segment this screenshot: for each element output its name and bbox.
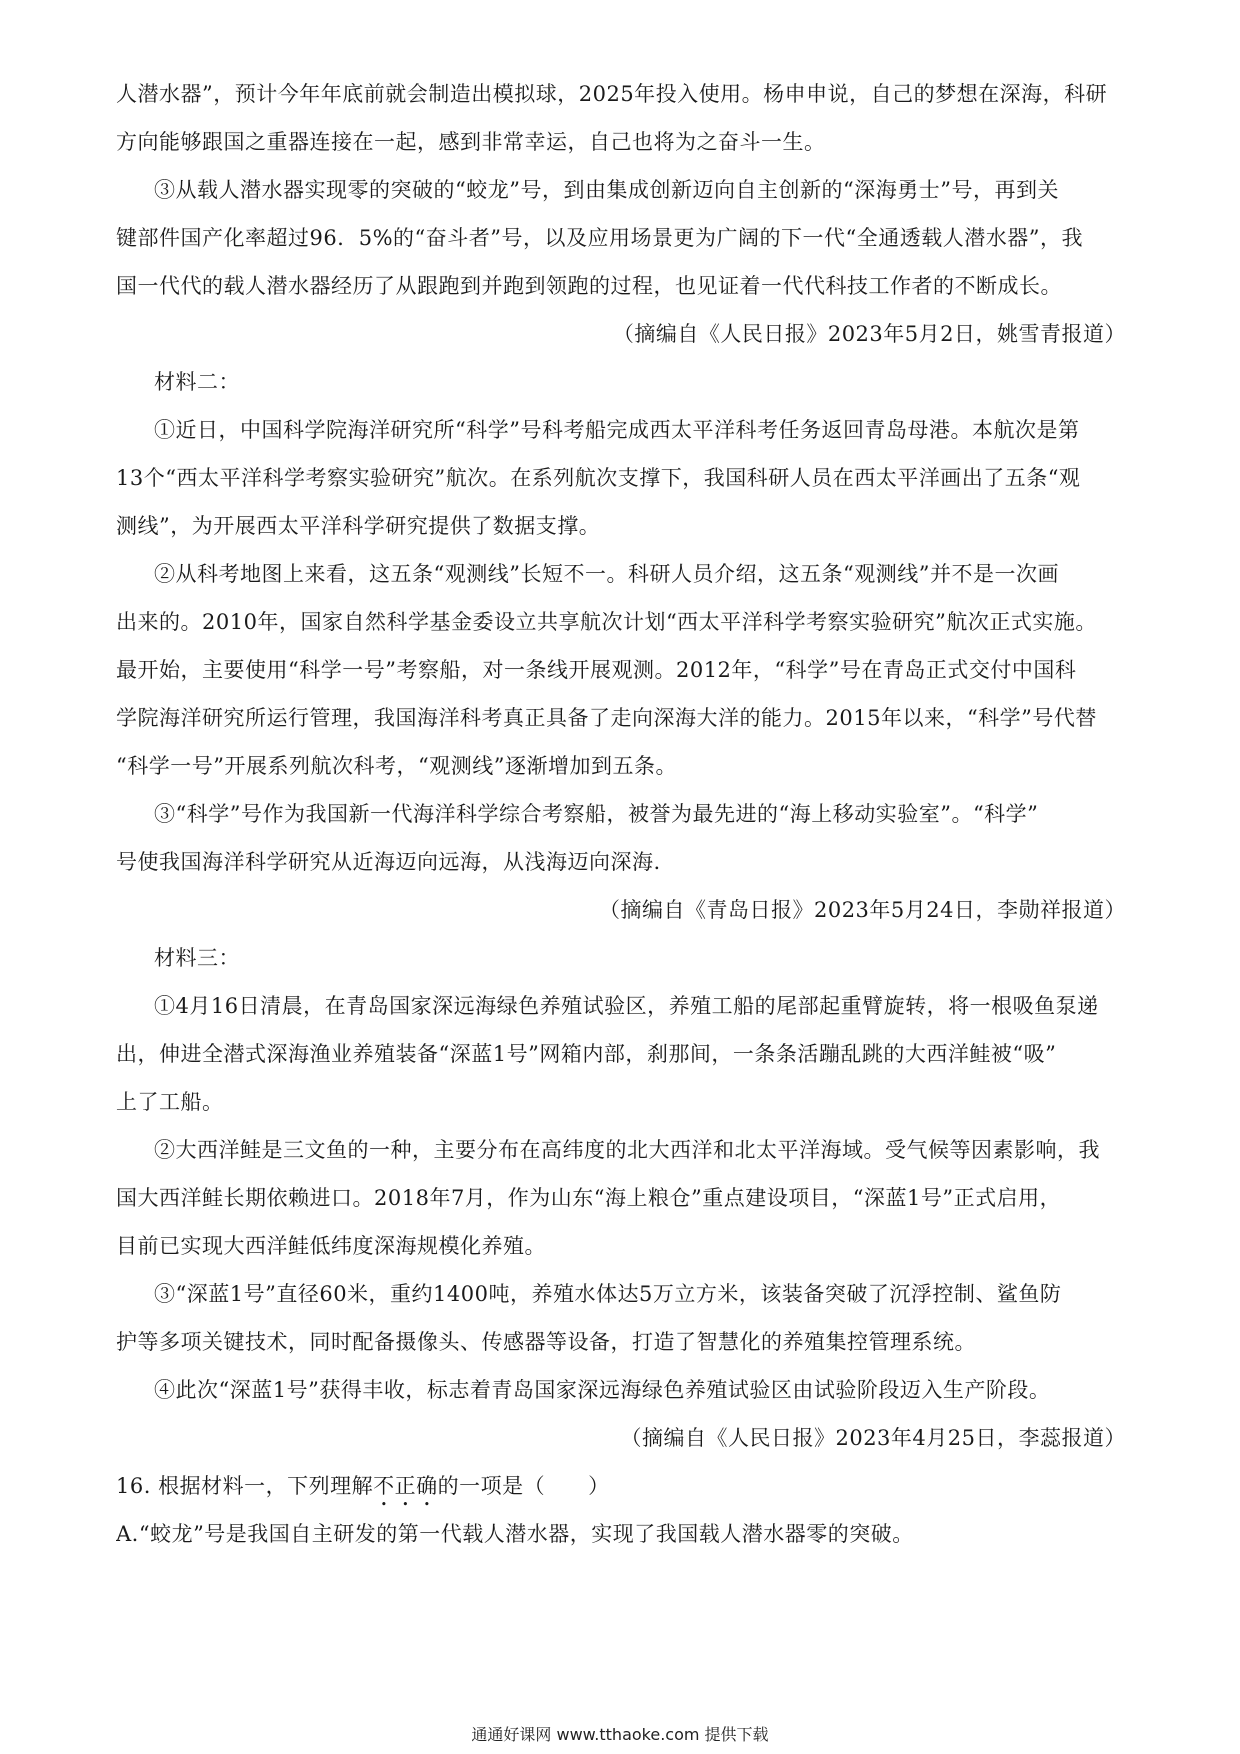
question16-stem [116,1462,1126,1510]
material3-paragraph1-line2: 出，伸进全潜式深海渔业养殖装备“深蓝1号”网箱内部，刹那间，一条条活蹦乱跳的大西洋鲑被“吸” [116,1042,1057,1066]
material2-paragraph3-line2: 号使我国海洋科学研究从近海迈向远海，从浅海迈向深海. [116,850,661,874]
material2-paragraph2-line4: 学院海洋研究所运行管理，我国海洋科考真正具备了走向深海大洋的能力。2015年以来，“科学”号代替 [116,706,1097,730]
material2-paragraph2-line2: 出来的。2010年，国家自然科学基金委设立共享航次计划“西太平洋科学考察实验研究”航次正式实施。 [116,610,1097,634]
material2-paragraph1-line3: 测线”，为开展西太平洋科学研究提供了数据支撑。 [116,514,601,538]
material3-paragraph3-line1: ③“深蓝1号”直径60米，重约1400吨，养殖水体达5万立方米，该装备突破了沉浮控制、鲨鱼防 [154,1282,1062,1306]
material3-paragraph2-line2: 国大西洋鲑长期依赖进口。2018年7月，作为山东“海上粮仓”重点建设项目，“深蓝1号”正式启用， [116,1186,1062,1210]
material1-paragraph2-line1: 人潜水器”，预计今年年底前就会制造出模拟球，2025年投入使用。杨申申说，自己的梦想在深海，科研 [116,82,1108,106]
material3-paragraph4-line1: ④此次“深蓝1号”获得丰收，标志着青岛国家深远海绿色养殖试验区由试验阶段迈入生产阶段。 [154,1378,1051,1402]
material2-paragraph1-line1: ①近日，中国科学院海洋研究所“科学”号科考船完成西太平洋科考任务返回青岛母港。本航次是第 [154,418,1080,442]
material2-paragraph3-line1: ③“科学”号作为我国新一代海洋科学综合考察船，被誉为最先进的“海上移动实验室”。“科学” [154,802,1039,826]
material1-paragraph2-line2: 方向能够跟国之重器连接在一起，感到非常幸运，自己也将为之奋斗一生。 [116,130,826,154]
question16-stem-prefix: 16. 根据材料一，下列理解 [116,1474,374,1498]
material2-label: 材料二： [154,370,240,394]
material2-source: （摘编自《青岛日报》2023年5月24日，李勋祥报道） [598,898,1126,922]
question16-option-a: A.“蛟龙”号是我国自主研发的第一代载人潜水器，实现了我国载人潜水器零的突破。 [116,1522,914,1546]
material3-paragraph3-line2: 护等多项关键技术，同时配备摄像头、传感器等设备，打造了智慧化的养殖集控管理系统。 [116,1330,976,1354]
material2-paragraph2-line1: ②从科考地图上来看，这五条“观测线”长短不一。科研人员介绍，这五条“观测线”并不是一次画 [154,562,1059,586]
material3-source: （摘编自《人民日报》2023年4月25日，李蕊报道） [620,1426,1126,1450]
question16-stem-emphasis: 不正确 [373,1474,438,1498]
document-page [116,70,1126,1558]
material3-paragraph2-line1: ②大西洋鲑是三文鱼的一种，主要分布在高纬度的北大西洋和北太平洋海域。受气候等因素影响，我 [154,1138,1100,1162]
material3-paragraph1-line1: ①4月16日清晨，在青岛国家深远海绿色养殖试验区，养殖工船的尾部起重臂旋转，将一根吸鱼泵递 [154,994,1099,1018]
material2-paragraph2-line5: “科学一号”开展系列航次科考，“观测线”逐渐增加到五条。 [116,754,677,778]
page-footer: 通通好课网 www.tthaoke.com 提供下载 [471,1725,769,1744]
material3-paragraph1-line3: 上了工船。 [116,1090,224,1114]
material1-paragraph3-line1: ③从载人潜水器实现零的突破的“蛟龙”号，到由集成创新迈向自主创新的“深海勇士”号，再到关 [154,178,1059,202]
material1-source: （摘编自《人民日报》2023年5月2日，姚雪青报道） [612,322,1126,346]
material1-paragraph3-line2: 键部件国产化率超过96．5%的“奋斗者”号，以及应用场景更为广阔的下一代“全通透载人潜水器”，我 [116,226,1083,250]
material3-label: 材料三： [154,946,240,970]
material1-paragraph3-line3: 国一代代的载人潜水器经历了从跟跑到并跑到领跑的过程，也见证着一代代科技工作者的不断成长。 [116,274,1062,298]
question16-stem-suffix: 的一项是（ ） [437,1474,610,1498]
material2-paragraph1-line2: 13个“西太平洋科学考察实验研究”航次。在系列航次支撑下，我国科研人员在西太平洋画出了五条“观 [116,466,1081,490]
material3-paragraph2-line3: 目前已实现大西洋鲑低纬度深海规模化养殖。 [116,1234,546,1258]
material2-paragraph2-line3: 最开始，主要使用“科学一号”考察船，对一条线开展观测。2012年，“科学”号在青岛正式交付中国科 [116,658,1077,682]
